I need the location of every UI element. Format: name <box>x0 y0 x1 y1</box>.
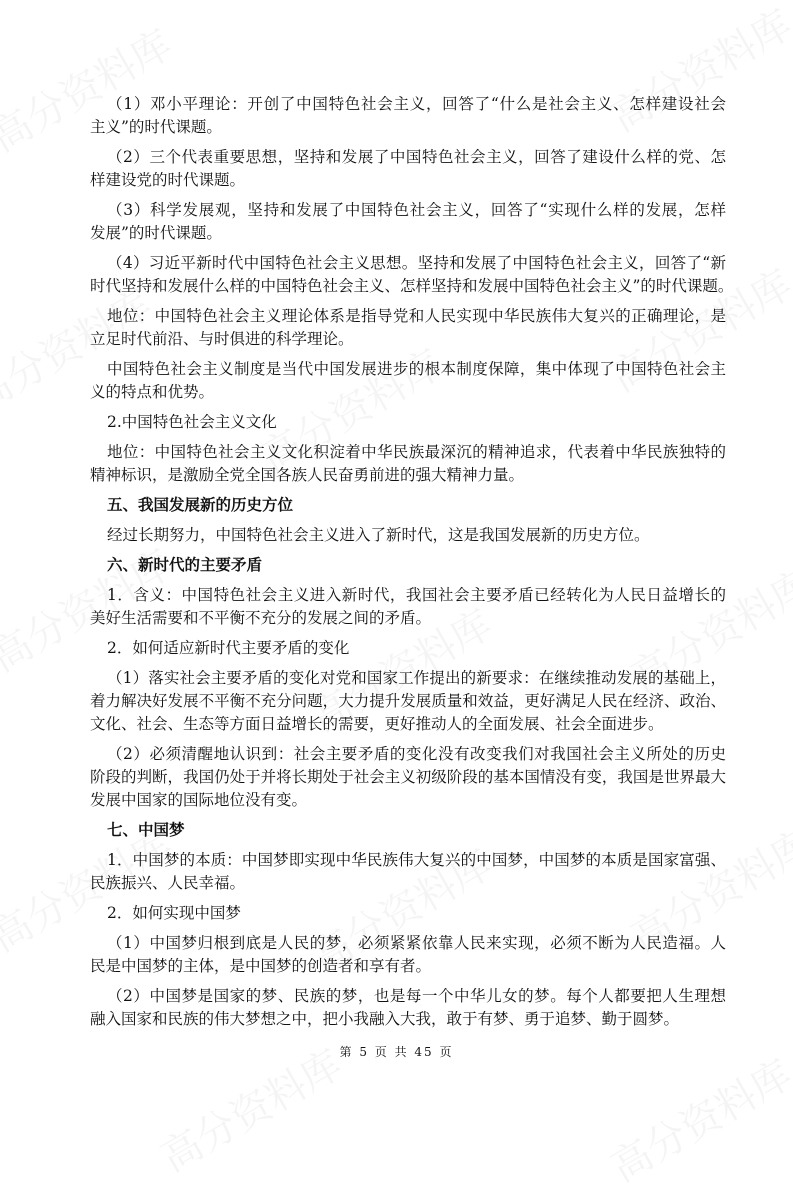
text-line: 民是中国梦的主体，是中国梦的创造者和享有者。 <box>90 957 432 975</box>
text-line: （3）科学发展观，坚持和发展了中国特色社会主义，回答了“实现什么样的发展，怎样 <box>107 201 726 219</box>
text-line: 美好生活需要和不平衡不充分的发展之间的矛盾。 <box>90 609 432 627</box>
paragraph <box>90 146 726 192</box>
text-line: 文化、社会、生态等方面日益增长的需要，更好推动人的全面发展、社会全面进步。 <box>90 715 664 733</box>
text-line: （2）三个代表重要思想，坚持和发展了中国特色社会主义，回答了建设什么样的党、怎 <box>107 148 726 166</box>
paragraph <box>90 902 726 925</box>
paragraph <box>90 411 726 434</box>
text-line: （1）中国梦归根到底是人民的梦，必须紧紧依靠人民来实现，必须不断为人民造福。人 <box>107 934 726 952</box>
text-line: 义的特点和优势。 <box>90 383 215 401</box>
text-line: （2）中国梦是国家的梦、民族的梦，也是每一个中华儿女的梦。每个人都要把人生理想 <box>107 987 726 1005</box>
text-line: 2.中国特色社会主义文化 <box>107 413 277 431</box>
paragraph <box>90 667 726 736</box>
text-line: （2）必须清醒地认识到：社会主要矛盾的变化没有改变我们对我国社会主义所处的历史 <box>107 745 726 763</box>
text-line: 样建设党的时代课题。 <box>90 171 246 189</box>
text-line: 2．如何实现中国梦 <box>107 904 241 922</box>
text-line: 民族振兴、人民幸福。 <box>90 874 246 892</box>
text-line: 阶段的判断，我国仍处于并将长期处于社会主义初级阶段的基本国情没有变，我国是世界最大 <box>90 768 726 786</box>
paragraph <box>90 584 726 630</box>
text-line: 中国特色社会主义制度是当代中国发展进步的根本制度保障，集中体现了中国特色社会主 <box>107 360 726 378</box>
text-line: 五、我国发展新的历史方位 <box>107 496 294 514</box>
text-line: 地位：中国特色社会主义理论体系是指导党和人民实现中华民族伟大复兴的正确理论，是 <box>107 307 726 325</box>
text-line: 经过长期努力，中国特色社会主义进入了新时代，这是我国发展新的历史方位。 <box>107 526 650 544</box>
text-line: 主义”的时代课题。 <box>90 118 222 136</box>
paragraph <box>90 358 726 404</box>
page-footer: 第 5 页 共 45 页 <box>339 1045 454 1059</box>
watermark-text <box>599 1044 793 1193</box>
text-line: 2．如何适应新时代主要矛盾的变化 <box>107 639 350 657</box>
text-line: 时代坚持和发展什么样的中国特色社会主义、怎样坚持和发展中国特色社会主义”的时代课题。 <box>90 277 734 295</box>
text-line: 地位：中国特色社会主义文化积淀着中华民族最深沉的精神追求，代表着中华民族独特的 <box>107 443 726 461</box>
text-line: 融入国家和民族的伟大梦想之中，把小我融入大我，敢于有梦、勇于追梦、勤于圆梦。 <box>90 1010 680 1028</box>
text-line: （4）习近平新时代中国特色社会主义思想。坚持和发展了中国特色社会主义，回答了“新 <box>107 254 726 272</box>
text-line: （1）落实社会主要矛盾的变化对党和国家工作提出的新要求：在继续推动发展的基础上， <box>107 669 726 687</box>
paragraph <box>90 93 726 139</box>
section-heading <box>90 554 726 577</box>
paragraph <box>90 985 726 1031</box>
text-line: 精神标识，是激励全党全国各族人民奋勇前进的强大精神力量。 <box>90 466 525 484</box>
section-heading <box>90 819 726 842</box>
paragraph <box>90 441 726 487</box>
text-line: 七、中国梦 <box>107 821 185 839</box>
text-line: 着力解决好发展不平衡不充分问题，大力提升发展质量和效益，更好满足人民在经济、政治、 <box>90 692 726 710</box>
paragraph <box>90 932 726 978</box>
paragraph <box>90 637 726 660</box>
text-line: 发展中国家的国际地位没有变。 <box>90 791 308 809</box>
text-line: 1．含义：中国特色社会主义进入新时代，我国社会主要矛盾已经转化为人民日益增长的 <box>107 586 726 604</box>
section-heading <box>90 494 726 517</box>
text-line: 1．中国梦的本质：中国梦即实现中华民族伟大复兴的中国梦，中国梦的本质是国家富强、 <box>107 851 726 869</box>
paragraph <box>90 199 726 245</box>
text-line: 六、新时代的主要矛盾 <box>107 556 263 574</box>
paragraph <box>90 252 734 298</box>
paragraph <box>90 849 726 895</box>
text-line: 发展”的时代课题。 <box>90 224 222 242</box>
text-line: （1）邓小平理论：开创了中国特色社会主义，回答了“什么是社会主义、怎样建设社会 <box>107 95 726 113</box>
document-body <box>90 93 734 1038</box>
paragraph <box>90 305 726 351</box>
paragraph <box>90 743 726 812</box>
paragraph <box>90 524 726 547</box>
text-line: 立足时代前沿、与时俱进的科学理论。 <box>90 330 354 348</box>
